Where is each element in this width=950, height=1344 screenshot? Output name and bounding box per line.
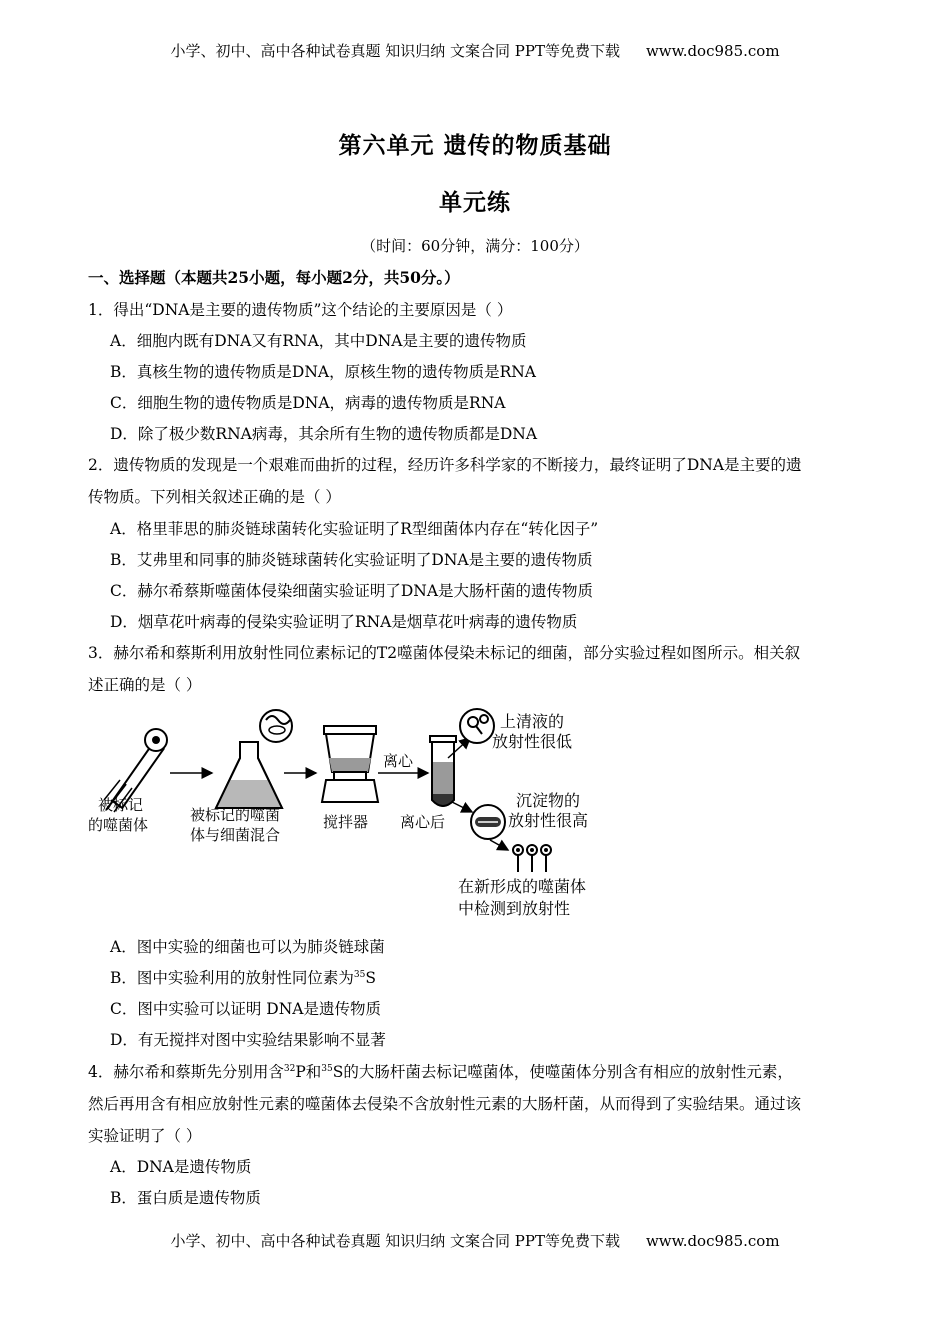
question-3-option-a: A．图中实验的细菌也可以为肺炎链球菌 (110, 938, 385, 956)
q4-part1: 4．赫尔希和蔡斯先分别用含 (88, 1063, 284, 1081)
fig-label-new-phage-1: 在新形成的噬菌体 (458, 877, 587, 896)
question-1-option-d: D．除了极少数RNA病毒，其余所有生物的遗传物质都是DNA (110, 425, 538, 443)
q4-sup-s: 35 (321, 1064, 333, 1074)
fig-label-pellet-2: 放射性很高 (508, 811, 589, 830)
question-1-option-c: C．细胞生物的遗传物质是DNA，病毒的遗传物质是RNA (110, 394, 506, 412)
fig-label-labeled-phage-1: 被标记 (98, 796, 144, 814)
q4-part3: S的大肠杆菌去标记噬菌体，使噬菌体分别含有相应的放射性元素， (332, 1063, 793, 1081)
option-b-superscript: 35 (353, 970, 366, 980)
question-1-option-a: A．细胞内既有DNA又有RNA，其中DNA是主要的遗传物质 (110, 332, 527, 350)
option-b-prefix: B．图中实验利用的放射性同位素为 (110, 969, 354, 987)
footer-text: 小学、初中、高中各种试卷真题 知识归纳 文案合同 PPT等免费下载 (170, 1232, 620, 1250)
question-1-option-b: B．真核生物的遗传物质是DNA，原核生物的遗传物质是RNA (110, 363, 537, 381)
fig-label-mix-1: 被标记的噬菌 (190, 806, 281, 824)
question-4-stem-line3: 实验证明了（ ） (88, 1127, 202, 1145)
question-4-option-b: B．蛋白质是遗传物质 (110, 1189, 261, 1207)
question-3-option-c: C．图中实验可以证明 DNA是遗传物质 (110, 1000, 381, 1018)
question-1-stem: 1．得出“DNA是主要的遗传物质”这个结论的主要原因是（ ） (88, 301, 513, 319)
experiment-figure (80, 700, 640, 926)
question-4-option-a: A．DNA是遗传物质 (110, 1158, 252, 1176)
question-2-option-c: C．赫尔希蔡斯噬菌体侵染细菌实验证明了DNA是大肠杆菌的遗传物质 (110, 582, 594, 600)
pellet-icon (471, 805, 505, 839)
footer-site-link[interactable]: www.doc985.com (645, 1232, 780, 1250)
question-2-stem-line1: 2．遗传物质的发现是一个艰难而曲折的过程，经历许多科学家的不断接力，最终证明了DNA是主要的遗 (88, 456, 802, 474)
blender-icon (322, 726, 378, 802)
fig-label-after-centrifuge: 离心后 (400, 813, 446, 831)
fig-label-mix-2: 体与细菌混合 (190, 826, 281, 844)
question-2-stem-line2: 传物质。下列相关叙述正确的是（ ） (88, 488, 341, 506)
question-3-stem-line1: 3．赫尔希和蔡斯利用放射性同位素标记的T2噬菌体侵染未标记的细菌，部分实验过程如图所示。相关叙 (88, 644, 801, 662)
question-2-option-a: A．格里菲思的肺炎链球菌转化实验证明了R型细菌体内存在“转化因子” (110, 520, 599, 538)
fig-label-pellet-1: 沉淀物的 (516, 791, 581, 810)
q4-sup-p: 32 (283, 1064, 296, 1074)
fig-label-centrifuge: 离心 (383, 752, 414, 770)
page-subtitle: 单元练 (439, 189, 511, 216)
supernatant-icon (460, 709, 494, 743)
question-4-stem-line2: 然后再用含有相应放射性元素的噬菌体去侵染不含放射性元素的大肠杆菌，从而得到了实验结果。通过该 (88, 1095, 802, 1113)
header-site-link[interactable]: www.doc985.com (645, 42, 780, 60)
flask-icon (216, 710, 292, 808)
question-3-option-b (110, 966, 376, 988)
arrow-to-pellet (452, 802, 472, 812)
arrow-to-new-phages (490, 840, 508, 850)
centrifuge-tube-icon (430, 736, 456, 806)
fig-label-blender: 搅拌器 (323, 813, 369, 831)
header-text: 小学、初中、高中各种试卷真题 知识归纳 文案合同 PPT等免费下载 (170, 42, 620, 60)
q4-part2: P和 (295, 1063, 322, 1081)
section-heading: 一、选择题（本题共25小题，每小题2分，共50分。） (88, 268, 460, 287)
fig-label-new-phage-2: 中检测到放射性 (458, 899, 571, 918)
fig-label-supernatant-2: 放射性很低 (492, 732, 573, 751)
time-info: （时间：60分钟，满分：100分） (361, 237, 589, 255)
fig-label-supernatant-1: 上清液的 (500, 712, 565, 731)
question-2-option-b: B．艾弗里和同事的肺炎链球菌转化实验证明了DNA是主要的遗传物质 (110, 551, 593, 569)
page-footer (0, 1230, 950, 1251)
fig-label-labeled-phage-2: 的噬菌体 (88, 816, 149, 834)
option-b-suffix: S (365, 969, 376, 987)
question-4-stem-line1 (88, 1060, 793, 1082)
question-2-option-d: D．烟草花叶病毒的侵染实验证明了RNA是烟草花叶病毒的遗传物质 (110, 613, 578, 631)
new-phages-icon (513, 845, 551, 872)
question-3-stem-line2: 述正确的是（ ） (88, 676, 202, 694)
question-3-option-d: D．有无搅拌对图中实验结果影响不显著 (110, 1031, 386, 1049)
page-header (0, 40, 950, 61)
page-title: 第六单元 遗传的物质基础 (338, 132, 612, 159)
